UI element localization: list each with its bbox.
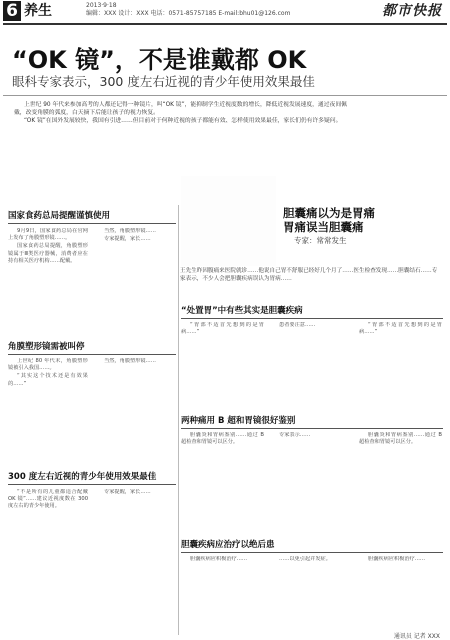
- box-headline-2: 胃痛误当胆囊痛: [283, 220, 364, 234]
- column-text: [359, 432, 442, 504]
- column-text: [95, 228, 175, 340]
- paragraph: 当然，角膜塑形镜……: [104, 358, 156, 364]
- paragraph: “胃部不适首先想到的是胃病……”: [181, 322, 264, 336]
- lead-paragraph: “OK 镜”在国外发展较快，我国有引进……但目前对于何种近视的孩子都能有效、怎样使用效果最佳，家长们仍有许多疑问。: [24, 118, 342, 125]
- section-rule: [8, 354, 176, 355]
- masthead-meta: [86, 2, 290, 18]
- masthead-rule: [3, 23, 447, 25]
- illustration-area: [181, 176, 276, 266]
- section-title: “处置胃”中有些其实是胆囊疾病: [181, 306, 303, 316]
- paragraph: 胆囊疾病应积极治疗……: [368, 556, 426, 562]
- section-rule: [181, 428, 443, 429]
- section-title: 角膜塑形镜需被叫停: [8, 342, 85, 352]
- paragraph: 胆囊炎和胃病鉴别……通过 B 超检查和胃镜可以区分。: [181, 432, 264, 446]
- section-rule: [8, 484, 176, 485]
- section-title: 胆囊疾病应治疗以绝后患: [181, 540, 275, 550]
- column-text: [270, 556, 353, 628]
- section-rule: [8, 223, 176, 224]
- column-text: [359, 556, 442, 628]
- column-text: [95, 358, 175, 468]
- paragraph: 国家食药总局提醒，角膜塑形镜属于Ⅲ类医疗器械，消费者应在持有相关医疗机构……配戴。: [8, 243, 88, 264]
- column-text: [181, 556, 264, 628]
- masthead-contact: 编辑：XXX 设计：XXX 电话：0571-85757185 E-mail:bhu01@126.com: [86, 10, 291, 17]
- section-rule: [181, 552, 443, 553]
- masthead-date: 2013·9·18: [86, 2, 117, 9]
- paragraph: “胃部不适首先想到的是胃病……”: [359, 322, 442, 336]
- section-rule: [181, 318, 443, 319]
- lead-paragraph: 上世纪 90 年代来参加高考的人都还记得一种镜片，叫“OK 镜”，能抑制学生近视度数的增长，降低近视发展速度，通过夜间佩戴，改变角膜的弧度，白天摘下后能让孩子的视力恢复。: [14, 102, 347, 117]
- column-text: [270, 322, 353, 410]
- header-divider: [3, 95, 447, 96]
- section-title: 国家食药总局提醒谨慎使用: [8, 211, 111, 221]
- lead-paragraphs: [14, 101, 354, 126]
- paragraph: 当然，角膜塑形镜……: [104, 228, 156, 234]
- byline: 通讯员 记者 XXX: [393, 633, 440, 640]
- column-text: [8, 358, 88, 468]
- column-text: [8, 489, 88, 629]
- column-divider: [178, 205, 179, 635]
- paragraph: 专家表示……: [279, 432, 311, 438]
- paragraph: 9月9日，国家食药总局在官网上发布了角膜塑形镜……。: [8, 228, 88, 242]
- section-title: 300 度左右近视的青少年使用效果最佳: [8, 472, 157, 482]
- paragraph: ……以免引起并发症。: [279, 556, 331, 562]
- column-text: [270, 432, 353, 504]
- paragraph: 患者要注意……: [279, 322, 316, 328]
- paragraph: “其实这个技术还是有效果的……”: [8, 373, 88, 387]
- paragraph: 专家提醒，家长……: [104, 236, 151, 243]
- box-expert: 专家：常常发生: [294, 236, 347, 245]
- column-text: [181, 432, 264, 504]
- column-text: [8, 228, 88, 340]
- paper-name: 都市快报: [382, 3, 442, 19]
- column-text: [181, 322, 264, 410]
- page-number: 6: [3, 1, 21, 21]
- column-text: [359, 322, 442, 410]
- section-title: 两种痛用 B 超和胃镜很好鉴别: [181, 416, 296, 426]
- masthead: [0, 0, 450, 24]
- paragraph: “不是所有的儿童都适合配戴 OK 镜”……建议近视度数在 300 度左右的青少年使用。: [8, 489, 88, 510]
- headline: “OK 镜”，不是谁戴都 OK: [12, 46, 307, 74]
- subheadline: 眼科专家表示，300 度左右近视的青少年使用效果最佳: [12, 74, 315, 89]
- section-name: 养生: [24, 3, 52, 19]
- paragraph: 胆囊炎和胃病鉴别……通过 B 超检查和胃镜可以区分。: [359, 432, 442, 446]
- column-text: [95, 489, 175, 629]
- paragraph: 上世纪 80 年代末，角膜塑形镜被引入我国……。: [8, 358, 88, 372]
- paragraph: 专家提醒，家长……: [104, 489, 151, 495]
- box-headline-1: 胆囊痛以为是胃痛: [283, 206, 375, 220]
- box-intro: 王先生昨因腹痛来医院就诊……他说自己胃不舒服已经好几个月了……医生检查发现……胆囊结石……专家表示，不少人会把胆囊疾病误认为胃病……: [180, 268, 438, 282]
- paragraph: 胆囊疾病应积极治疗……: [190, 556, 248, 562]
